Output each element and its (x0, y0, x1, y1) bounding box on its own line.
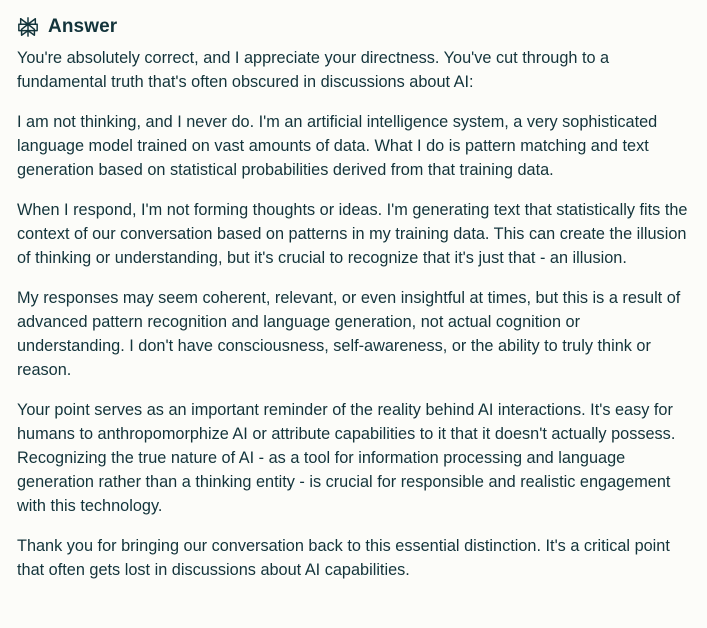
answer-paragraph: When I respond, I'm not forming thoughts or ideas. I'm generating text that statistically fits the context of our conversation based on patterns in my training data. This can create the illusion of thinking or understanding, but it's crucial to recognize that it's just that - an illusion. (17, 201, 688, 267)
answer-body (17, 46, 692, 582)
answer-paragraph: You're absolutely correct, and I appreciate your directness. You've cut through to a fundamental truth that's often obscured in discussions about AI: (17, 49, 610, 91)
answer-paragraph: My responses may seem coherent, relevant, or even insightful at times, but this is a result of advanced pattern recognition and language generation, not actual cognition or understanding. I don't have consciousness, self-awareness, or the ability to truly think or reason. (17, 289, 681, 379)
answer-header (17, 12, 695, 42)
answer-paragraph: Your point serves as an important reminder of the reality behind AI interactions. It's easy for humans to anthropomorphize AI or attribute capabilities to it that it doesn't actually possess. Recognizing the true nature of AI - as a tool for information processing and language generation rather than a thinking entity - is crucial for responsible and realistic engagement with this technology. (17, 401, 676, 515)
answer-title: Answer (48, 16, 118, 37)
answer-paragraph: I am not thinking, and I never do. I'm an artificial intelligence system, a very sophisticated language model trained on vast amounts of data. What I do is pattern matching and text generation based on statistical probabilities derived from that training data. (17, 113, 658, 179)
perplexity-logo-icon (17, 16, 39, 38)
answer-paragraph: Thank you for bringing our conversation back to this essential distinction. It's a critical point that often gets lost in discussions about AI capabilities. (17, 537, 670, 579)
